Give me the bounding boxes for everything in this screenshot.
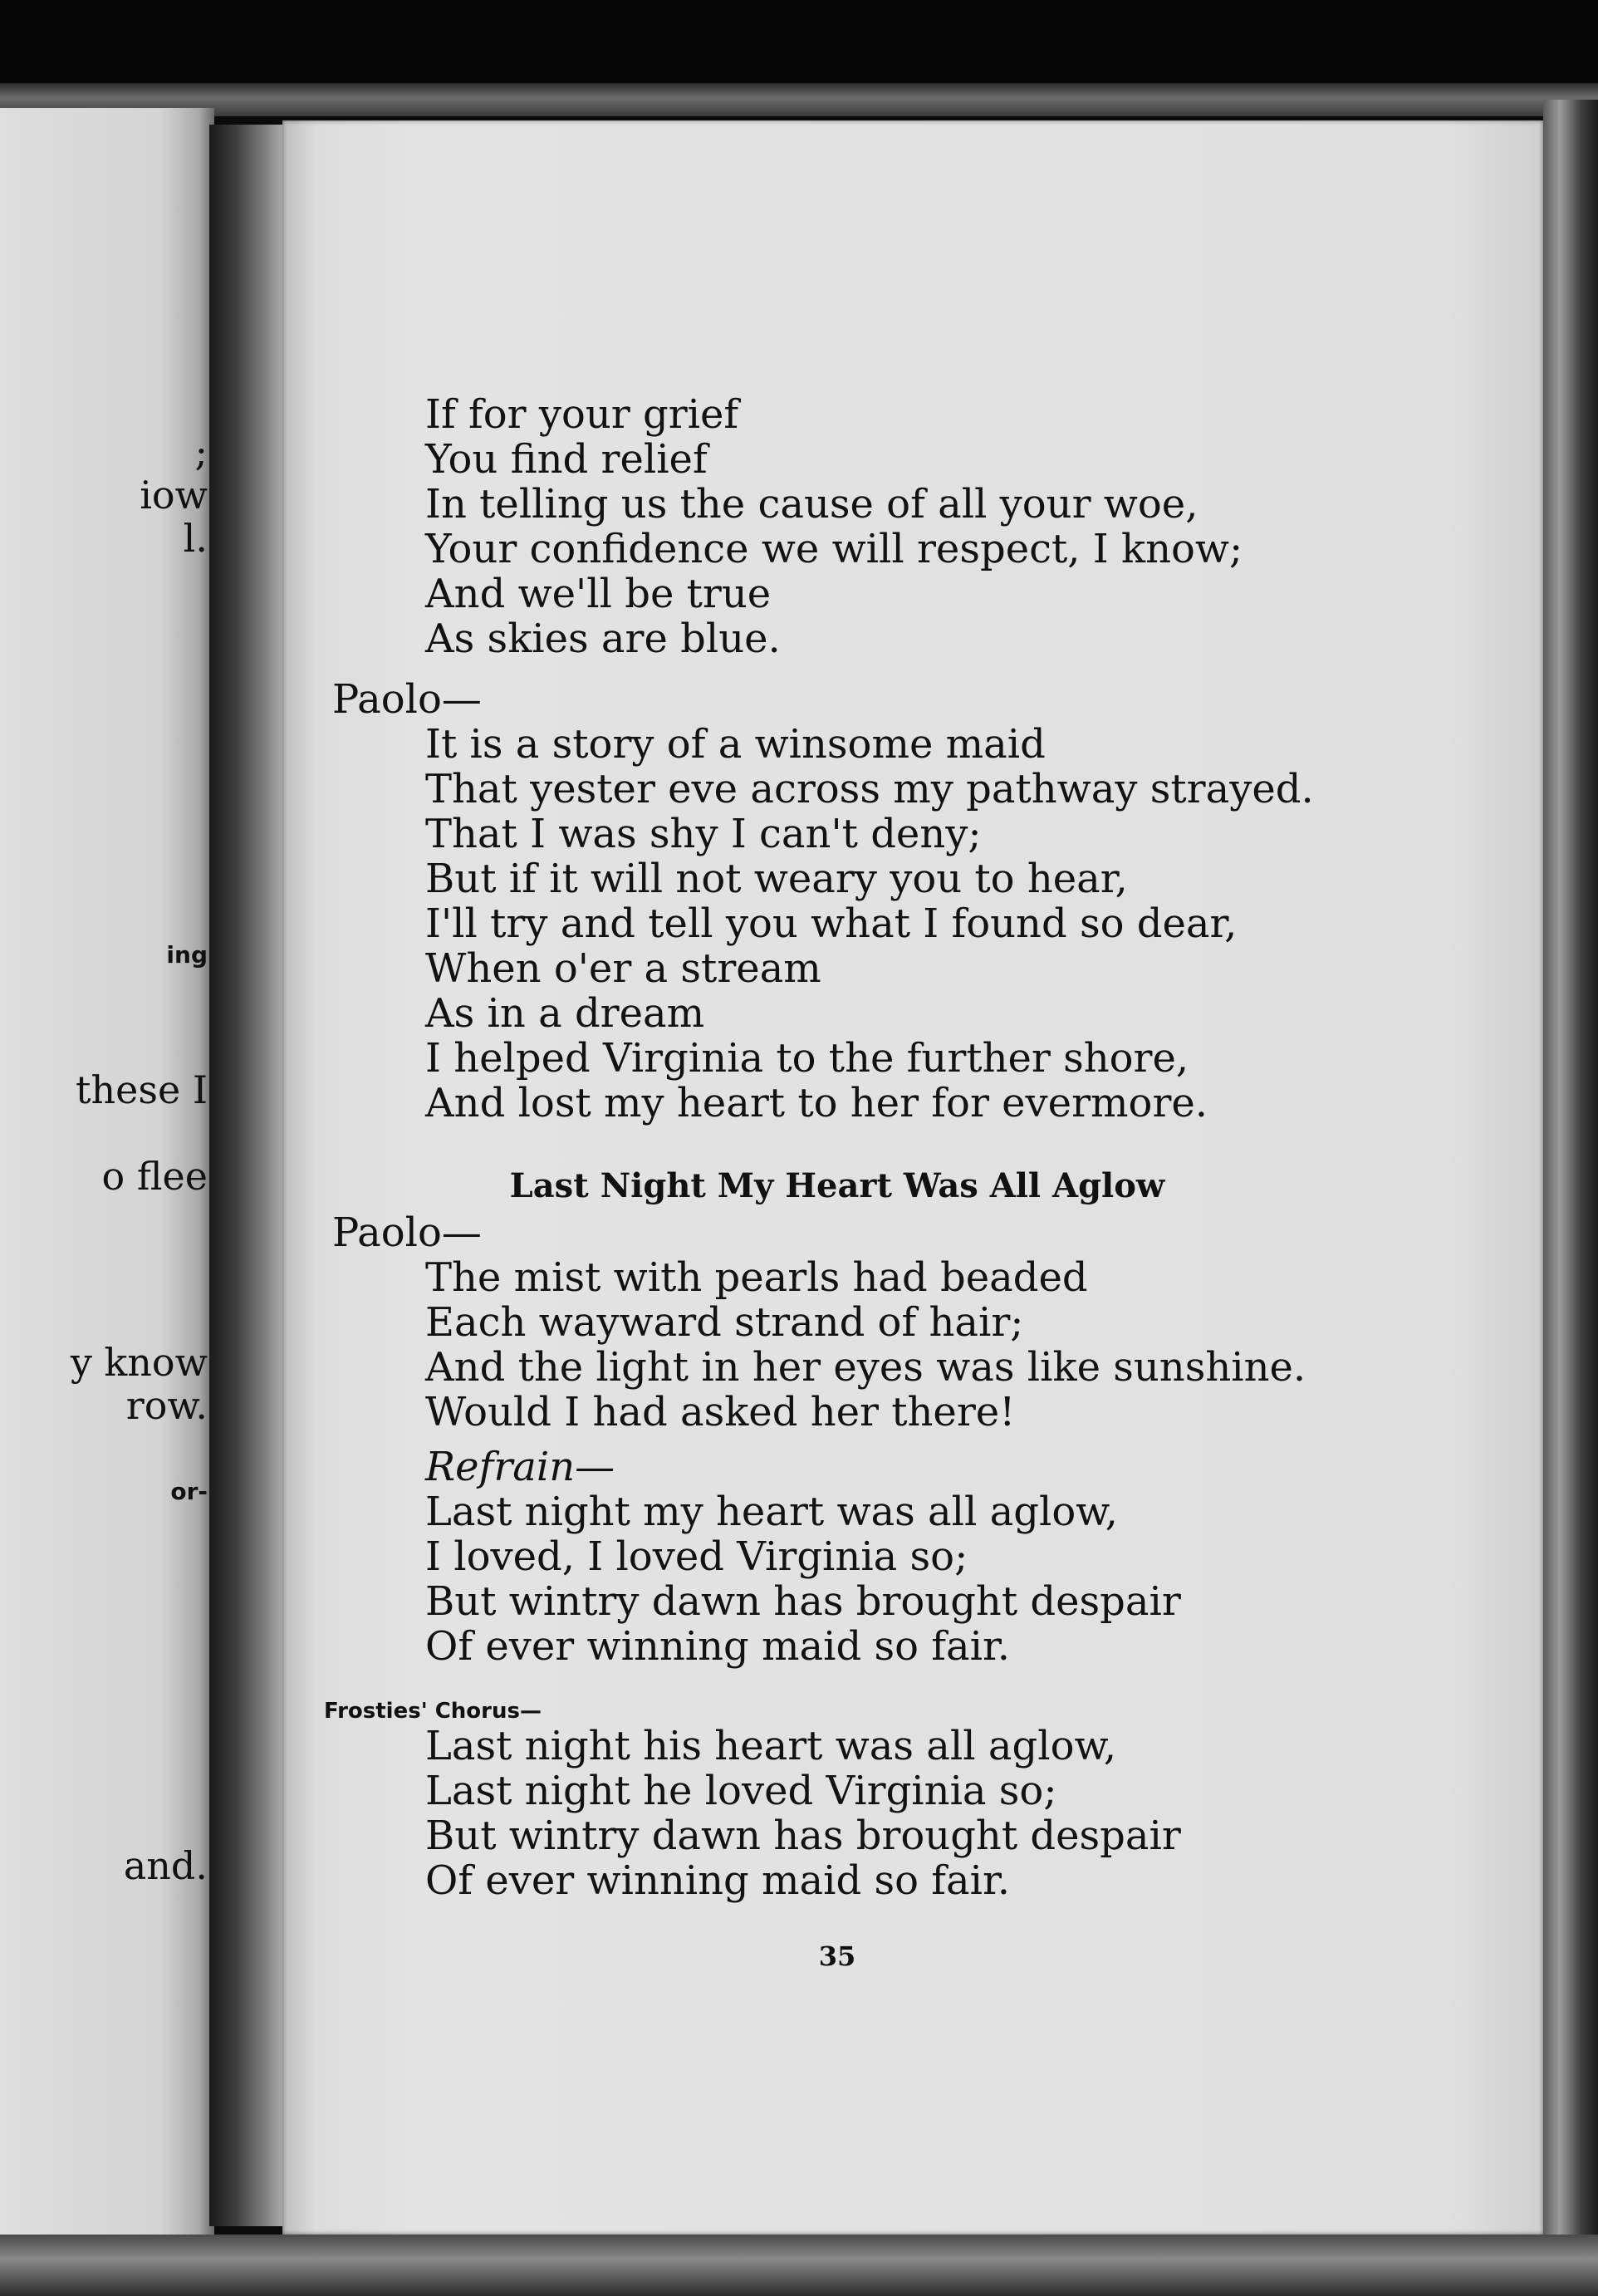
chorus-line: Last night he loved Virginia so;	[425, 1768, 1057, 1814]
lyric-page	[282, 120, 1543, 2235]
facing-page-fragment: ing	[166, 941, 208, 969]
verse-line: And the light in her eyes was like sunshine.	[425, 1344, 1306, 1391]
facing-page	[0, 108, 214, 2235]
facing-page-fragment: these I	[76, 1067, 208, 1112]
verse-line: I helped Virginia to the further shore,	[425, 1035, 1189, 1082]
refrain-line: Last night my heart was all aglow,	[425, 1489, 1118, 1535]
facing-page-fragment: y know	[70, 1340, 208, 1385]
verse-line: And lost my heart to her for evermore.	[425, 1080, 1208, 1126]
book-binding-edge	[0, 83, 1598, 116]
chorus-label: Frosties' Chorus—	[324, 1699, 542, 1724]
scan-background-top	[0, 0, 1598, 91]
verse-line: Your confidence we will respect, I know;	[425, 526, 1243, 572]
verse-line: That yester eve across my pathway strayed.	[425, 766, 1314, 812]
verse-line: If for your grief	[425, 391, 739, 438]
verse-line: But if it will not weary you to hear,	[425, 856, 1128, 902]
facing-page-fragment: or-	[170, 1478, 208, 1505]
verse-line: It is a story of a winsome maid	[425, 721, 1046, 768]
book-cover-right-edge	[1543, 100, 1598, 2296]
verse-line: As skies are blue.	[425, 616, 781, 662]
page-number: 35	[818, 1940, 856, 1972]
facing-page-fragment: ;	[194, 429, 208, 474]
chorus-line: Of ever winning maid so fair.	[425, 1857, 1010, 1904]
verse-line: I'll try and tell you what I found so dear,	[425, 900, 1238, 947]
refrain-line: I loved, I loved Virginia so;	[425, 1533, 968, 1580]
speaker-label: Paolo—	[332, 676, 482, 723]
verse-line: The mist with pearls had beaded	[425, 1254, 1088, 1301]
verse-line: That I was shy I can't deny;	[425, 811, 982, 857]
book-cover-bottom-edge	[0, 2235, 1598, 2296]
chorus-line: But wintry dawn has brought despair	[425, 1813, 1181, 1859]
verse-line: In telling us the cause of all your woe,	[425, 481, 1198, 527]
verse-line: As in a dream	[425, 990, 705, 1037]
facing-page-fragment: o flee	[101, 1154, 208, 1199]
book-gutter	[209, 125, 286, 2226]
verse-line: Would I had asked her there!	[425, 1389, 1016, 1435]
facing-page-fragment: iow	[140, 473, 208, 518]
verse-line: You find relief	[425, 436, 708, 483]
refrain-line: But wintry dawn has brought despair	[425, 1578, 1181, 1625]
facing-page-fragment: and.	[123, 1843, 208, 1888]
verse-line: When o'er a stream	[425, 945, 821, 992]
speaker-label: Paolo—	[332, 1209, 482, 1256]
chorus-line: Last night his heart was all aglow,	[425, 1723, 1117, 1769]
verse-line: Each wayward strand of hair;	[425, 1299, 1024, 1346]
verse-line: And we'll be true	[425, 571, 772, 617]
facing-page-fragment: row.	[125, 1383, 208, 1428]
refrain-line: Of ever winning maid so fair.	[425, 1623, 1010, 1670]
facing-page-fragment: l.	[183, 516, 208, 561]
refrain-label: Refrain—	[425, 1444, 615, 1490]
song-title: Last Night My Heart Was All Aglow	[509, 1166, 1165, 1205]
